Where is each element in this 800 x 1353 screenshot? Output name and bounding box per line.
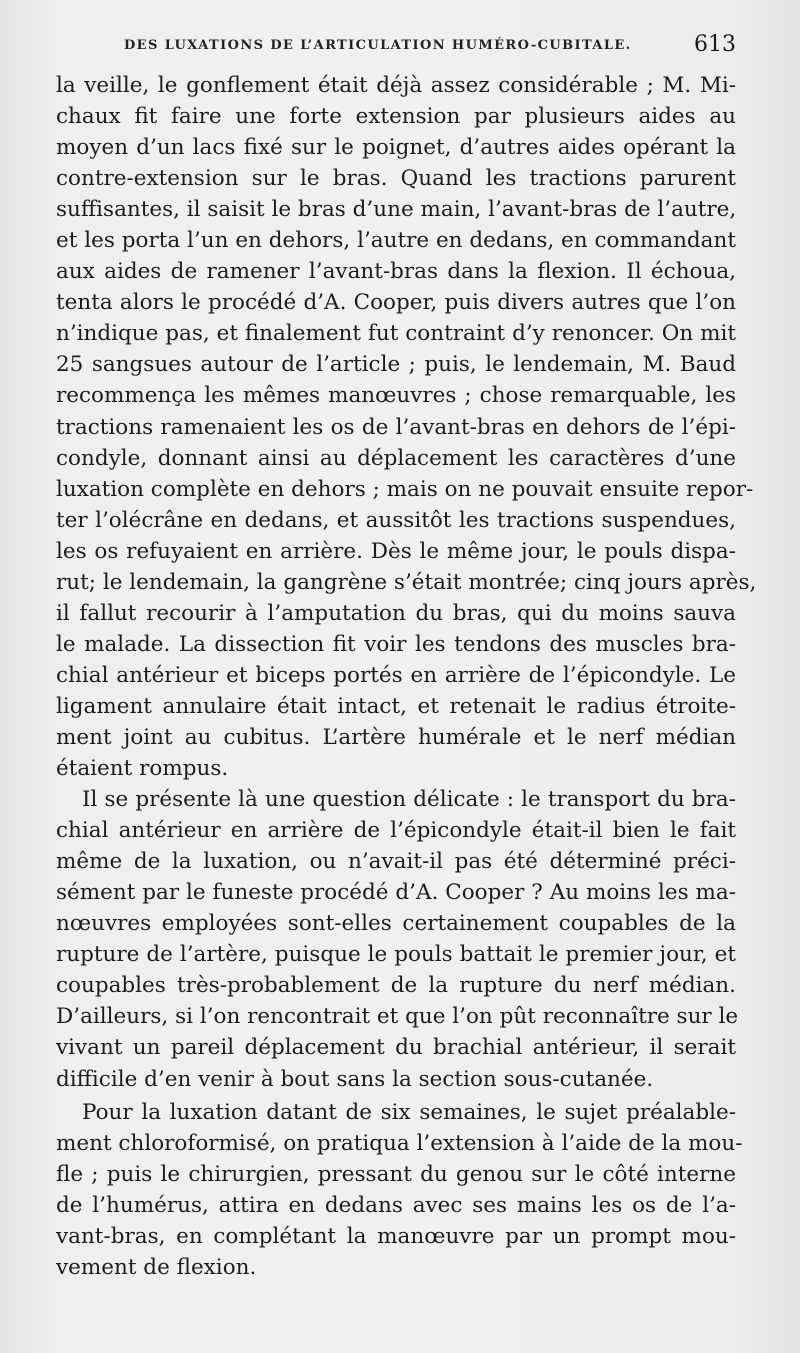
text-line: n’indique pas, et finalement fut contraint d’y renoncer. On mit [56,321,736,347]
text-line: chial antérieur et biceps portés en arrière de l’épicondyle. Le [56,662,736,688]
text-line: nœuvres employées sont-elles certainement coupables de la [56,911,736,937]
text-line: ment joint au cubitus. L’artère humérale et le nerf médian [56,724,736,750]
text-line: étaient rompus. [56,756,229,782]
paragraph-1 [56,70,757,784]
text-line: Il se présente là une question délicate : le transport du bra- [82,787,736,813]
text-line: Pour la luxation datant de six semaines, le sujet préalable- [82,1099,736,1125]
text-line: difficile d’en venir à bout sans la section sous-cutanée. [56,1066,654,1092]
running-head [124,32,736,62]
text-line: suffisantes, il saisit le bras d’une main, l’avant-bras de l’autre, [56,197,737,223]
text-line: recommença les mêmes manœuvres ; chose remarquable, les [56,383,736,409]
text-line: sément par le funeste procédé d’A. Cooper ? Au moins les ma- [56,880,736,906]
text-line: 25 sangsues autour de l’article ; puis, le lendemain, M. Baud [56,352,736,378]
text-line: aux aides de ramener l’avant-bras dans la flexion. Il échoua, [56,259,736,285]
page-number: 613 [694,32,736,57]
body-text [56,70,757,1283]
text-line: la veille, le gonflement était déjà assez considérable ; M. Mi- [56,73,736,98]
text-line: ment chloroformisé, on pratiqua l’extension à l’aide de la mou- [56,1130,743,1156]
text-line: rut; le lendemain, la gangrène s’était montrée; cinq jours après, [56,569,757,595]
text-line: les os refuyaient en arrière. Dès le même jour, le pouls dispa- [56,538,736,564]
running-title: DES LUXATIONS DE L’ARTICULATION HUMÉRO-CUBITALE. [124,38,632,53]
text-line: fle ; puis le chirurgien, pressant du genou sur le côté interne [56,1161,736,1187]
text-line: coupables très-probablement de la rupture du nerf médian. [56,973,736,999]
text-line: contre-extension sur le bras. Quand les tractions parurent [56,166,736,192]
text-line: luxation complète en dehors ; mais on ne pouvait ensuite repor- [56,476,754,502]
text-line: D’ailleurs, si l’on rencontrait et que l’on pût reconnaître sur le [56,1004,739,1030]
text-line: tractions ramenaient les os de l’avant-bras en dehors de l’épi- [56,414,736,440]
paragraph-2 [56,784,739,1094]
text-line: même de la luxation, ou n’avait-il pas été déterminé préci- [56,849,736,875]
text-line: ligament annulaire était intact, et retenait le radius étroite- [56,693,736,719]
text-line: vement de flexion. [56,1254,257,1280]
text-line: le malade. La dissection fit voir les tendons des muscles bra- [56,631,736,657]
text-line: de l’humérus, attira en dedans avec ses mains les os de l’a- [56,1192,736,1218]
text-line: chaux fit faire une forte extension par plusieurs aides au [56,104,736,130]
text-line: il fallut recourir à l’amputation du bras, qui du moins sauva [56,600,736,626]
text-line: tenta alors le procédé d’A. Cooper, puis divers autres que l’on [56,290,736,316]
paragraph-3 [56,1097,743,1283]
text-line: chial antérieur en arrière de l’épicondyle était-il bien le fait [56,818,736,844]
text-line: vivant un pareil déplacement du brachial antérieur, il serait [56,1035,736,1061]
text-line: et les porta l’un en dehors, l’autre en dedans, en commandant [56,228,736,254]
text-line: vant-bras, en complétant la manœuvre par un prompt mou- [56,1223,736,1249]
text-line: condyle, donnant ainsi au déplacement les caractères d’une [56,445,736,471]
text-line: rupture de l’artère, puisque le pouls battait le premier jour, et [56,942,736,968]
text-line: ter l’olécrâne en dedans, et aussitôt les tractions suspendues, [56,507,736,533]
text-line: moyen d’un lacs fixé sur le poignet, d’autres aides opérant la [56,135,736,161]
